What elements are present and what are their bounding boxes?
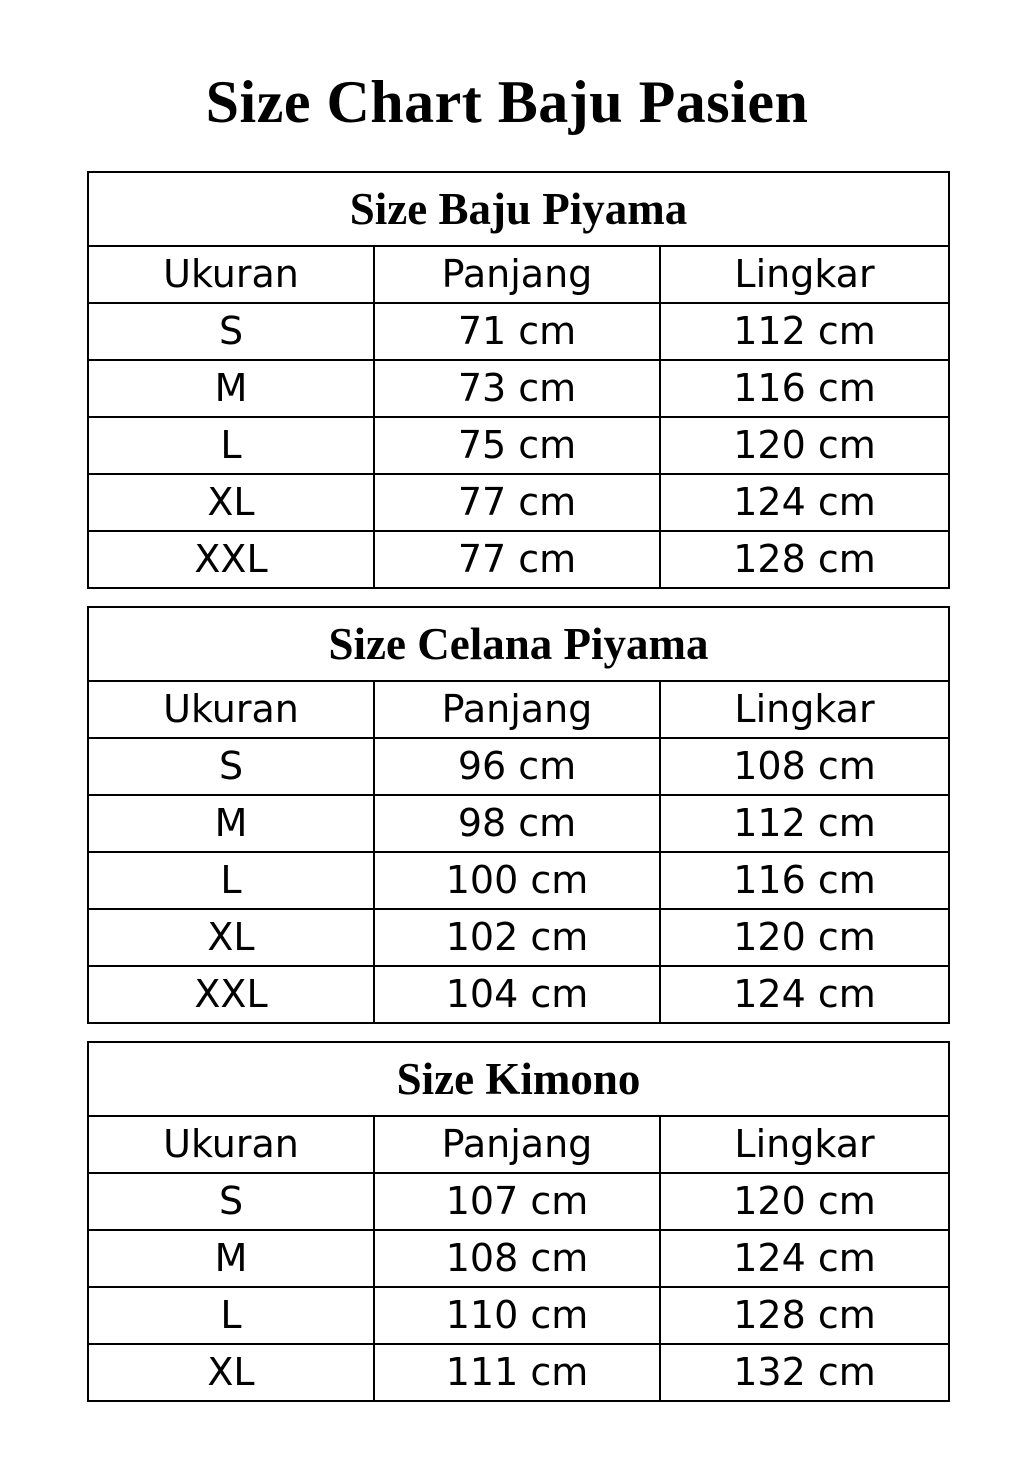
cell-lingkar: 128 cm — [660, 1287, 949, 1344]
column-header-lingkar: Lingkar — [660, 681, 949, 738]
header-row — [88, 1116, 949, 1173]
cell-ukuran: XL — [88, 1344, 374, 1401]
header-row — [88, 681, 949, 738]
table-row — [88, 531, 949, 588]
cell-lingkar: 124 cm — [660, 966, 949, 1023]
cell-lingkar: 112 cm — [660, 303, 949, 360]
cell-panjang: 107 cm — [374, 1173, 660, 1230]
cell-lingkar: 112 cm — [660, 795, 949, 852]
table-row — [88, 795, 949, 852]
table-row — [88, 852, 949, 909]
table-title: Size Celana Piyama — [88, 607, 949, 681]
size-table-baju-piyama — [87, 171, 950, 589]
table-row — [88, 1344, 949, 1401]
table-title: Size Kimono — [88, 1042, 949, 1116]
cell-lingkar: 124 cm — [660, 474, 949, 531]
table-title: Size Baju Piyama — [88, 172, 949, 246]
column-header-panjang: Panjang — [374, 681, 660, 738]
cell-ukuran: XL — [88, 474, 374, 531]
cell-ukuran: M — [88, 1230, 374, 1287]
cell-lingkar: 132 cm — [660, 1344, 949, 1401]
cell-panjang: 102 cm — [374, 909, 660, 966]
cell-panjang: 100 cm — [374, 852, 660, 909]
column-header-ukuran: Ukuran — [88, 246, 374, 303]
column-header-lingkar: Lingkar — [660, 246, 949, 303]
header-row — [88, 246, 949, 303]
size-table-kimono — [87, 1041, 950, 1402]
cell-lingkar: 120 cm — [660, 909, 949, 966]
cell-lingkar: 120 cm — [660, 417, 949, 474]
size-table-celana-piyama — [87, 606, 950, 1024]
table-title-row — [88, 172, 949, 246]
table-row — [88, 1230, 949, 1287]
column-header-panjang: Panjang — [374, 1116, 660, 1173]
cell-ukuran: S — [88, 1173, 374, 1230]
cell-lingkar: 116 cm — [660, 852, 949, 909]
table-title-row — [88, 1042, 949, 1116]
table-row — [88, 966, 949, 1023]
cell-ukuran: S — [88, 738, 374, 795]
column-header-lingkar: Lingkar — [660, 1116, 949, 1173]
cell-ukuran: M — [88, 795, 374, 852]
page-title: Size Chart Baju Pasien — [205, 69, 809, 135]
table-row — [88, 303, 949, 360]
column-header-panjang: Panjang — [374, 246, 660, 303]
cell-ukuran: M — [88, 360, 374, 417]
cell-panjang: 111 cm — [374, 1344, 660, 1401]
cell-panjang: 71 cm — [374, 303, 660, 360]
cell-panjang: 77 cm — [374, 531, 660, 588]
cell-ukuran: XL — [88, 909, 374, 966]
cell-ukuran: S — [88, 303, 374, 360]
cell-panjang: 98 cm — [374, 795, 660, 852]
cell-panjang: 110 cm — [374, 1287, 660, 1344]
cell-panjang: 77 cm — [374, 474, 660, 531]
cell-ukuran: L — [88, 417, 374, 474]
table-row — [88, 360, 949, 417]
cell-panjang: 108 cm — [374, 1230, 660, 1287]
cell-lingkar: 116 cm — [660, 360, 949, 417]
cell-ukuran: L — [88, 1287, 374, 1344]
table-title-row — [88, 607, 949, 681]
cell-lingkar: 128 cm — [660, 531, 949, 588]
table-row — [88, 1287, 949, 1344]
table-row — [88, 474, 949, 531]
table-row — [88, 1173, 949, 1230]
cell-panjang: 96 cm — [374, 738, 660, 795]
table-row — [88, 417, 949, 474]
cell-panjang: 104 cm — [374, 966, 660, 1023]
cell-lingkar: 124 cm — [660, 1230, 949, 1287]
table-row — [88, 738, 949, 795]
cell-lingkar: 120 cm — [660, 1173, 949, 1230]
cell-panjang: 73 cm — [374, 360, 660, 417]
cell-lingkar: 108 cm — [660, 738, 949, 795]
cell-panjang: 75 cm — [374, 417, 660, 474]
cell-ukuran: XXL — [88, 531, 374, 588]
table-row — [88, 909, 949, 966]
cell-ukuran: L — [88, 852, 374, 909]
cell-ukuran: XXL — [88, 966, 374, 1023]
column-header-ukuran: Ukuran — [88, 681, 374, 738]
column-header-ukuran: Ukuran — [88, 1116, 374, 1173]
